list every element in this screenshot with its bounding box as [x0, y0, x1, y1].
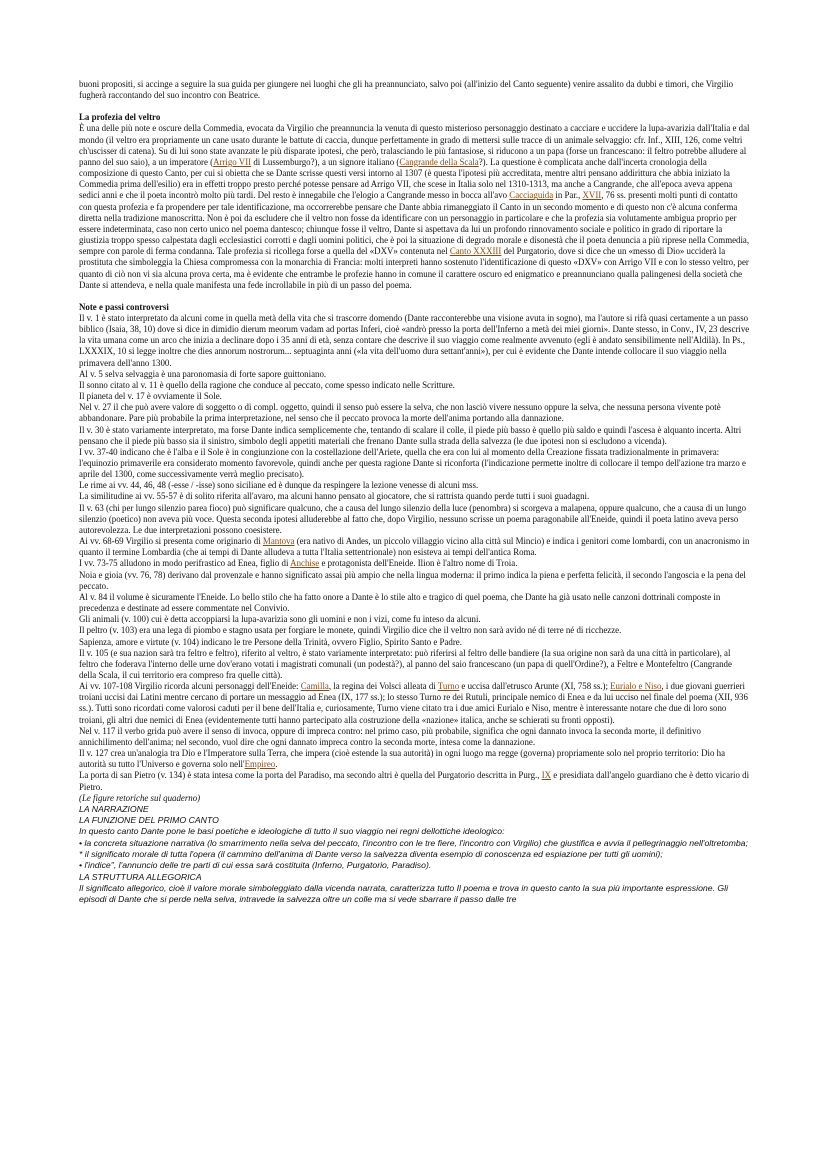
note-paragraph: Gli animali (v. 100) cui è detta accoppiarsi la lupa-avarizia sono gli uomini e non i vizi, come fu inteso da alcuni.: [79, 614, 481, 625]
link-arrigo-vii[interactable]: Arrigo VII: [213, 156, 252, 167]
notes-line: In questo canto Dante pone le basi poetiche e ideologiche di tutto il suo viaggio nei regni dellottiche ideologico:: [79, 826, 505, 837]
intro-paragraph: buoni propositi, si accinge a seguire la sua guida per giungere nei luoghi che gli ha preannunciato, salvo poi (all'inizio del Canto seguente) venire assalito da dubbi e timori, che Virgilio fugherà raccontando del suo incontro con Beatrice.: [79, 79, 734, 101]
link-ix[interactable]: IX: [541, 770, 552, 781]
note-paragraph: Nel v. 27 il che può avere valore di soggetto o di compl. oggetto, quindi il senso può essere la selva, che non lasciò vivere nessuno oppure la selva, che nessuna persona vivente potè abbandonare. Pare più probabile la prima interpretazione, nel senso che il peccato provoca la morte dell'anima portando alla dannazione.: [79, 402, 721, 424]
note-paragraph: Le rime ai vv. 44, 46, 48 (-esse / -isse) sono siciliane ed è dunque da respingere la lezione venesse di alcuni mss.: [79, 480, 479, 491]
link-turno[interactable]: Turno: [437, 681, 460, 692]
notes-heading: LA STRUTTURA ALLEGORICA: [79, 871, 202, 882]
link-cacciaguida[interactable]: Cacciaguida: [509, 190, 554, 201]
note-paragraph: Il v. 30 è stato variamente interpretato, ma forse Dante indica semplicemente che, tentando di scalare il colle, il piede più basso è quello più saldo e quindi l'ascesa è alquanto incerta. Altri pensano che il piede più basso sia il sinistro, simbolo degli appetiti materiali che frenano Dante sulla strada della salvezza (le due ipotesi non si escludono a vicenda).: [79, 424, 742, 446]
note-paragraph: I vv. 37-40 indicano che è l'alba e il Sole è in congiunzione con la costellazione dell'Ariete, quella che era con lui al momento della Creazione fissata tradizionalmente in primavera: l'equinozio primaverile era considerato momento favorevole, quindi anche per questa ragione Dante si riconforta (l'indicazione permette inoltre di collocare il tempo dell'azione tra marzo e aprile del 1300, come successivamente verrà meglio precisato).: [79, 446, 746, 480]
personal-notes: [79, 804, 751, 906]
note-paragraph: Il v. 1 è stato interpretato da alcuni come in quella metà della vita che si trascorre domendo (Dante racconterebbe una visione avuta in sogno), ma l'autore si rifà quasi certamente a un passo biblico (Isaia, 38, 10) dove si dice in dimidio dierum meorum vadam ad portas Inferi, cioè «andrò presso la porta dell'Inferno a metà dei miei giorni». Dante stesso, in Conv., IV, 23 descrive la vita umana come un arco che inizia a declinare dopo i 35 anni di età, senza contare che descrive il suo viaggio come realmente avvenuto (egli è andato sensibilimente nell'Aldilà). In Ps., LXXXIX, 10 si legge inoltre che dies annorum nostrorum... septuaginta anni («la vita dell'uomo dura settant'anni»), per cui è evidente che Dante intende collocare il suo viaggio nella primavera dell'anno 1300.: [79, 312, 750, 368]
note-paragraph: Il v. 105 (e sua nazion sarà tra feltro e feltro), riferito al veltro, è stato variamente interpretato: può riferirsi al feltro delle bandiere (la sua origine non sarà da una città in particolare), al feltro che foderava l'interno delle urne dov'erano votati i magistrati comunali (un podestà?), al panno del saio francescano (un papa di quell'Ordine?), a Feltre e Montefeltro (Cangrande della Scala, il cui territorio era compreso fra quelle città).: [79, 647, 732, 680]
note-paragraph: Noia e gioia (vv. 76, 78) derivano dal provenzale e hanno significato assai più ampio che nella lingua moderna: il primo indica la piena e perfetta felicità, il secondo l'angoscia e la pena del peccato.: [79, 569, 746, 591]
note-paragraph: La similitudine ai vv. 55-57 è di solito riferita all'avaro, ma alcuni hanno pensato al giocatore, che si rattrista quando perde tutti i suoi guadagni.: [79, 491, 590, 502]
note-paragraph: Il v. 63 (chi per lungo silenzio parea fioco) può significare qualcuno, che a causa del lungo silenzio della luce (penombra) si scorgeva a malapena, oppure qualcuno, che a causa di un lungo silenzio (poetico) non aveva più voce. Questa seconda ipotesi alluderebbe al fatto che, dopo Virgilio, nessuno scrisse un poema paragonabile all'Eneide, quindi il poeta latino aveva perso autorevolezza. Le due interpretazioni possono coesistere.: [79, 502, 747, 535]
link-camilla[interactable]: Camilla: [300, 681, 329, 692]
note-paragraph: (Le figure retoriche sul quaderno): [79, 792, 201, 803]
note-paragraph: La porta di san Pietro (v. 134) è stata intesa come la porta del Paradiso, ma secondo altri è quella del Purgatorio descritta in Purg., IX e presidiata dall'angelo guardiano che è detto vicario di Pietro.: [79, 770, 750, 792]
veltro-paragraph: È una delle più note e oscure della Commedia, evocata da Virgilio che preannuncia la venuta di questo misterioso personaggio destinato a cacciare e uccidere la lupa-avarizia dall'Italia e dal mondo (il veltro era propriamente un cane usato durante le battute di caccia, dunque perfettamente in grado di mettersi sulle tracce di un animale selvaggio: cfr. Inf., XIII, 126, come veltri ch'uscisser di catena). Su di lui sono state avanzate le più disparate ipotesi, che però, tralasciando le più fantasiose, si riducono a un papa (forse un francescano: il feltro potrebbe alludere al panno del suo saio), a un imperatore (Arrigo VII di Lussemburgo?), a un signore italiano (Cangrande della Scala?). La questione è complicata anche dall'incerta cronologia della composizione di questo Canto, per cui si obietta che se Dante scrisse questi versi intorno al 1307 (è questa l'ipotesi più accreditata, mentre altri pensano addirittura che abbia iniziato la Commedia prima dell'esilio) era in effetti troppo presto perché potesse pensare ad Arrigo VII, che scese in Italia solo nel 1310-1313, ma anche a Cangrande, che all'epoca aveva appena sedici anni e che il poeta incontrò molto più tardi. Del resto è innegabile che l'elogio a Cangrande messo in bocca all'avo Cacciaguida in Par., XVII, 76 ss. presenti molti punti di contatto con questa profezia e fa propendere per tale identificazione, ma occorrerebbe pensare che Dante abbia rimaneggiato il Canto in un secondo momento e di questo non c'è alcuna conferma diretta nella tradizione manoscritta. Non è poi da escludere che il veltro non fosse da identificare con un personaggio in particolare e che la profezia sia volutamente ambigua proprio per essere indeterminata, caso non certo unico nel poema dantesco; chiunque fosse il veltro, Dante si aspettava da lui un profondo rinnovamento sociale e politico in grado di riportare la giustizia troppo spesso calpestata dagli ecclesiastici corrotti e dagli uomini politici, che è poi la situazione di degrado morale e disonestà che il poeta denuncia a più riprese nella Commedia, sempre con parole di ferma condanna. Tale profezia si ricollega forse a quella del «DXV» contenuta nel Canto XXXIII del Purgatorio, dove si dice che un «messo di Dio» ucciderà la prostituta che simboleggia la Chiesa compromessa con la monarchia di Francia: molti interpreti hanno sostenuto l'identificazione di questo «DXV» con Arrigo VII e con lo stesso veltro, per quanto di ciò non vi sia alcuna prova certa, ma è evidente che entrambe le profezie hanno in comune il carattere oscuro ed enigmatico e preannunciano qualla palingenesi della società che Dante si attendeva, e nella quale manifesta una fede incrollabile in più di un passo del poema.: [79, 123, 750, 290]
notes-bullet: * il significato morale di tutta l'opera (il cammino dell'anima di Dante verso la salvezza diventa esempio di conoscenza ed espiazione per tutti gli uomini);: [79, 849, 663, 860]
link-xvii[interactable]: XVII: [582, 190, 602, 201]
notes-bullet: • l'indice", l'annuncio delle tre parti di cui essa sarà costituita (Inferno, Purgatorio, Paradiso).: [79, 860, 432, 871]
link-mantova[interactable]: Mantova: [262, 536, 295, 547]
link-anchise[interactable]: Anchise: [290, 558, 320, 569]
note-paragraph: I vv. 73-75 alludono in modo perifrastico ad Enea, figlio di Anchise e protagonista dell'Eneide. Ilion è l'altro nome di Troia.: [79, 558, 518, 569]
link-canto-xxxiii[interactable]: Canto XXXIII: [449, 246, 502, 257]
document-page: [79, 79, 751, 906]
notes-bullet: • la concreta situazione narrativa (lo smarrimento nella selva del peccato, l'incontro con le tre fiere, l'incontro con Virgilio) che giustifica e avvia il pellegrinaggio nell'oltretomba;: [79, 837, 748, 848]
notes-heading: LA FUNZIONE DEL PRIMO CANTO: [79, 815, 219, 826]
note-paragraph: Il pianeta del v. 17 è ovviamente il Sole.: [79, 391, 222, 402]
notes-heading: LA NARRAZIONE: [79, 803, 149, 814]
note-paragraph: Il sonno citato al v. 11 è quello della ragione che conduce al peccato, come spesso indicato nelle Scritture.: [79, 379, 455, 390]
link-eurialo-niso[interactable]: Eurialo e Niso: [610, 681, 662, 692]
link-empireo[interactable]: Empireo: [244, 759, 276, 770]
section-heading-notes: Note e passi controversi: [79, 301, 169, 312]
note-paragraph: Al v. 84 il volume è sicuramente l'Eneide. Lo bello stilo che ha fatto onore a Dante è lo stile alto e tragico di quel poema, che Dante ha già usato nelle canzoni dottrinali composte in precedenza e destinate ad essere commentate nel Convivio.: [79, 591, 721, 614]
note-paragraph: Il peltro (v. 103) era una lega di piombo e stagno usata per forgiare le monete, quindi Virgilio dice che il veltro non sarà avido né di terre né di ricchezze.: [79, 625, 622, 636]
note-paragraph: Nel v. 117 il verbo grida può avere il senso di invoca, oppure di impreca contro: nel primo caso, più probabile, significa che ogni dannato invoca la seconda morte, il definitivo annichilimento dell'anima; nel secondo, vuol dire che ogni dannato impreca contro la seconda morte, intesa come la dannazione.: [79, 725, 701, 747]
note-paragraph: Ai vv. 68-69 Virgilio si presenta come originario di Mantova (era nativo di Andes, un piccolo villaggio vicino alla città sul Mincio) e indica i genitori come lombardi, con un anacronismo in quanto il termine Lombardia (che ai tempi di Dante alludeva a tutta l'Italia settentrionale) non esisteva ai tempi dell'antica Roma.: [79, 536, 750, 558]
note-paragraph: Ai vv. 107-108 Virgilio ricorda alcuni personaggi dell'Eneide: Camilla, la regina dei Volsci alleata di Turno e uccisa dall'etrusco Arunte (XI, 758 ss.); Eurialo e Niso, i due giovani guerrieri troiani uccisi dai Latini mentre cercano di portare un messaggio ad Enea (IX, 177 ss.); lo stesso Turno re dei Rutuli, principale nemico di Enea e da lui ucciso nel finale del poema (XII, 936 ss.). Tutti sono ricordati come valorosi caduti per il bene dell'Italia e, curiosamente, Turno viene citato tra i due amici Eurialo e Niso, mentre è interessante notare che due di loro sono troiani, gli altri due nemici di Enea (evidentemente tutti hanno partecipato alla costruzione della «nazione» italica, anche se schierati su fronti opposti).: [79, 681, 748, 725]
note-paragraph: Al v. 5 selva selvaggia è una paronomasia di forte sapore guittoniano.: [79, 368, 327, 379]
notes-line: Il significato allegorico, cioè il valore morale simboleggiato dalla vicenda narrata, caratterizza tutto Il poema e trova in questo canto la sua più importante espressione. Gli episodi di Dante che si perde nella selva, intravede la salvezza oltre un colle ma si vede sbarrare il passo dalle tre: [79, 882, 729, 905]
link-cangrande[interactable]: Cangrande della Scala: [399, 156, 479, 167]
note-paragraph: Sapienza, amore e virtute (v. 104) indicano le tre Persone della Trinità, ovvero Figlio, Spirito Santo e Padre.: [79, 636, 462, 647]
section-heading-veltro: La profezia del veltro: [79, 112, 161, 123]
note-paragraph: Il v. 127 crea un'analogia tra Dio e l'Imperatore sulla Terra, che impera (cioè estende la sua autorità) in ogni luogo ma regge (governa) propriamente solo nel proprio territorio: Dio ha autorità su tutto l'Universo e governa solo nell'Empireo.: [79, 748, 726, 770]
